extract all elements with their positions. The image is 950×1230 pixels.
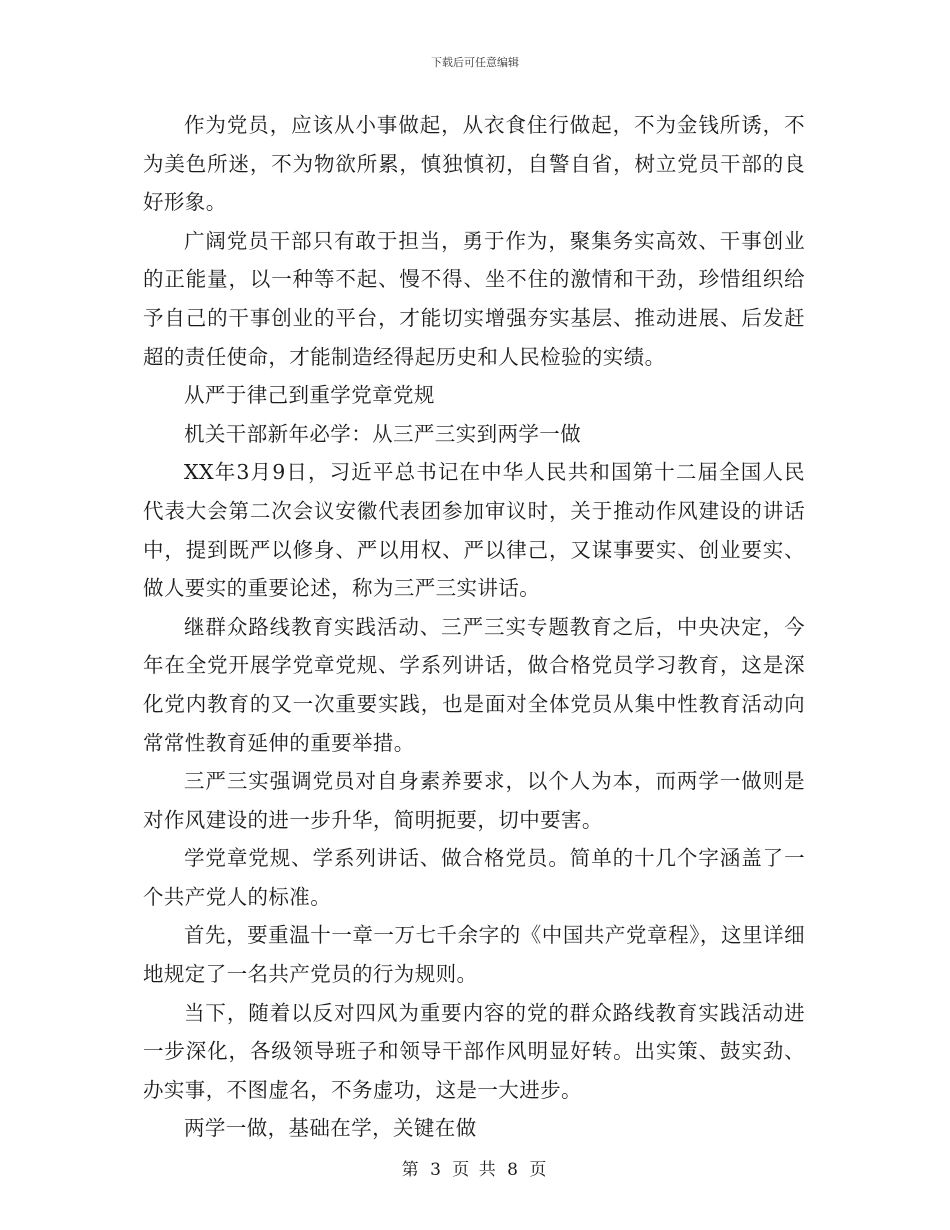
section-heading: 从严于律己到重学党章党规 <box>184 383 435 408</box>
paragraph: 作为党员，应该从小事做起，从衣食住行做起，不为金钱所诱，不为美色所迷，不为物欲所累，慎独慎初，自警自省，树立党员干部的良好形象。 <box>143 113 805 215</box>
paragraph: 继群众路线教育实践活动、三严三实专题教育之后，中央决定，今年在全党开展学党章党规、学系列讲话，做合格党员学习教育，这是深化党内教育的又一次重要实践，也是面对全体党员从集中性教育活动向常常性教育延伸的重要举措。 <box>143 614 805 755</box>
section-heading: 两学一做，基础在学，关键在做 <box>184 1116 477 1141</box>
paragraph: 当下，随着以反对四风为重要内容的党的群众路线教育实践活动进一步深化，各级领导班子和领导干部作风明显好转。出实策、鼓实劲、办实事，不图虚名，不务虚功，这是一大进步。 <box>143 1000 805 1102</box>
footer-prefix: 第 <box>401 1160 421 1180</box>
page-footer <box>0 1155 950 1180</box>
paragraph: 首先，要重温十一章一万七千余字的《中国共产党章程》，这里详细地规定了一名共产党员的行为规则。 <box>143 923 805 987</box>
document-body <box>143 106 805 1148</box>
section-heading: 机关干部新年必学：从三严三实到两学一做 <box>184 421 582 446</box>
page-header: 下载后可任意编辑 <box>431 56 519 69</box>
footer-middle: 页 共 <box>452 1160 498 1180</box>
footer-suffix: 页 <box>529 1160 549 1180</box>
paragraph: XX年3月9日，习近平总书记在中华人民共和国第十二届全国人民代表大会第二次会议安徽代表团参加审议时，关于推动作风建设的讲话中，提到既严以修身、严以用权、严以律己，又谋事要实、创业要实、做人要实的重要论述，称为三严三实讲话。 <box>143 460 805 601</box>
current-page-number: 3 <box>430 1160 443 1180</box>
paragraph: 三严三实强调党员对自身素养要求，以个人为本，而两学一做则是对作风建设的进一步升华，简明扼要，切中要害。 <box>143 769 805 832</box>
paragraph: 学党章党规、学系列讲话、做合格党员。简单的十几个字涵盖了一个共产党人的标准。 <box>143 846 805 909</box>
paragraph: 广阔党员干部只有敢于担当，勇于作为，聚集务实高效、干事创业的正能量，以一种等不起、慢不得、坐不住的激情和干劲，珍惜组织给予自己的干事创业的平台，才能切实增强夯实基层、推动进展、后发赶超的责任使命，才能制造经得起历史和人民检验的实绩。 <box>143 228 805 369</box>
total-page-count: 8 <box>507 1160 520 1180</box>
